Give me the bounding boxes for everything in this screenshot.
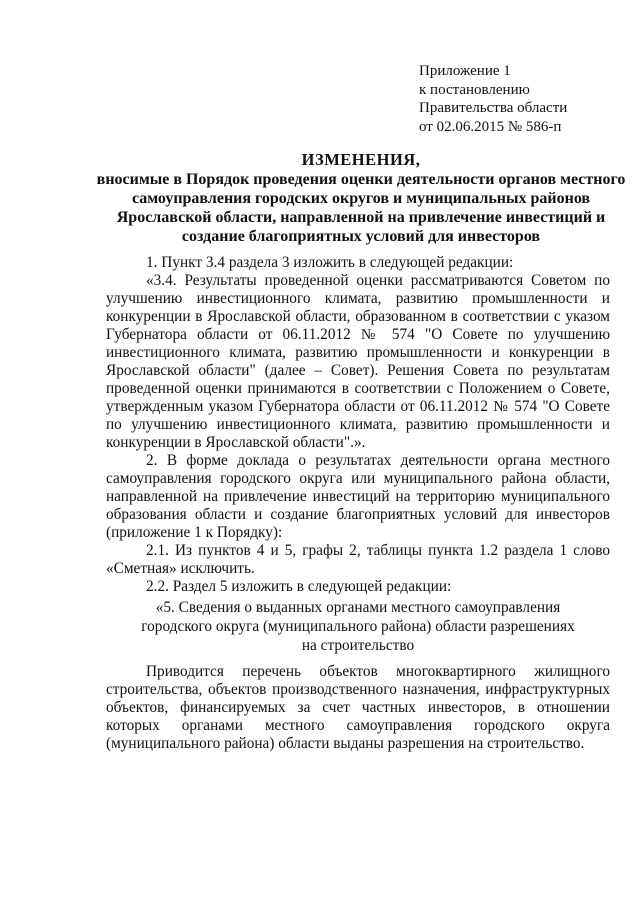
- document-title: [96, 150, 626, 246]
- paragraph: 2.1. Из пунктов 4 и 5, графы 2, таблицы пункта 1.2 раздела 1 слово «Сметная» исключить.: [106, 542, 610, 577]
- annex-line-2: к постановлению: [419, 81, 530, 98]
- section-heading-line: на строительство: [301, 637, 415, 654]
- section-body: [106, 663, 610, 753]
- annex-line-1: Приложение 1: [419, 63, 511, 79]
- annex-line-3: Правительства области: [419, 100, 568, 116]
- paragraph: «3.4. Результаты проведенной оценки рассматриваются Советом по улучшению инвестиционного климата, развитию промышленности и конкуренции в Ярославской области, образованном в соответствии с указом Губернатора области от 06.11.2012 № 574 "О Совете по улучшению инвестиционного климата, развитию промышленности и конкуренции в Ярославской области" (далее – Совет). Решения Совета по результатам проведенной оценки принимаются в соответствии с Положением о Совете, утвержденным указом Губернатора области от 06.11.2012 № 574 "О Совете по улучшению инвестиционного климата, развитию промышленности и конкуренции в Ярославской области".».: [106, 272, 610, 451]
- paragraph: 1. Пункт 3.4 раздела 3 изложить в следующей редакции:: [146, 254, 514, 271]
- paragraph: 2.2. Раздел 5 изложить в следующей редакции:: [146, 578, 452, 595]
- annex-block: [419, 62, 619, 136]
- title-subtitle: вносимые в Порядок проведения оценки деятельности органов местного самоуправления городских округов и муниципальных районов Ярославской области, направленной на привлечение инвестиций и создание благоприятных условий для инвесторов: [96, 171, 626, 245]
- paragraph: 2. В форме доклада о результатах деятельности органа местного самоуправления городского округа или муниципального района области, направленной на привлечение инвестиций на территорию муниципального образования области и создание благоприятных условий для инвесторов (приложение 1 к Порядку):: [106, 452, 610, 541]
- section-heading-line: «5. Сведения о выданных органами местного самоуправления: [155, 599, 561, 616]
- section-heading-line: городского округа (муниципального района) области разрешениях: [141, 618, 575, 635]
- paragraph: Приводится перечень объектов многоквартирного жилищного строительства, объектов производственного назначения, инфраструктурных объектов, финансируемых за счет частных инвесторов, в отношении которых органами местного самоуправления городского округа (муниципального района) области выданы разрешения на строительство.: [106, 663, 610, 752]
- annex-line-4: от 02.06.2015 № 586-п: [419, 118, 562, 135]
- section-heading: [106, 598, 610, 655]
- title-heading: ИЗМЕНЕНИЯ,: [301, 150, 421, 169]
- document-body: [106, 254, 610, 596]
